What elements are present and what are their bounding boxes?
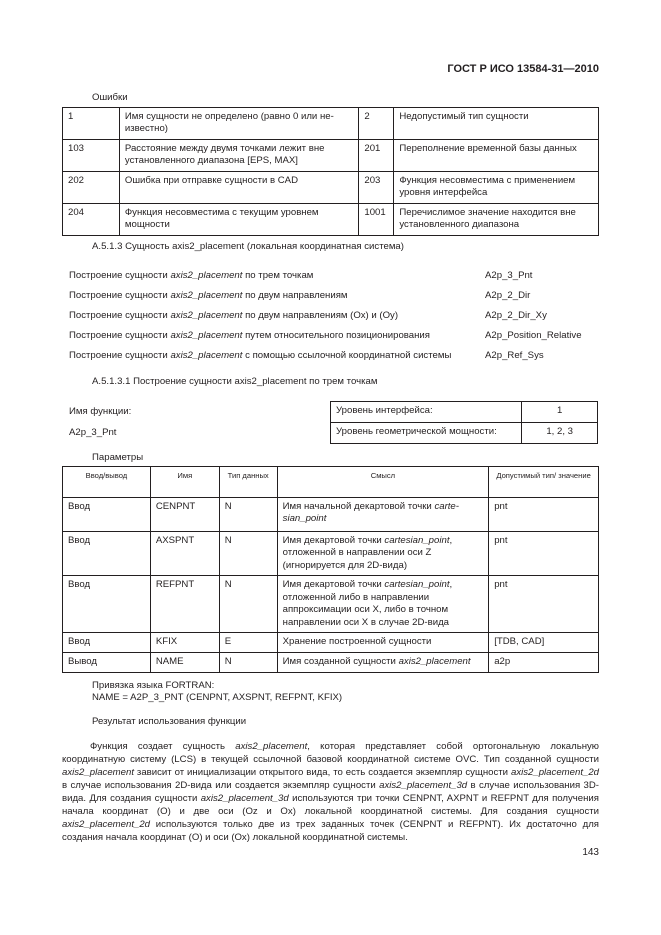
meaning-text: Имя начальной декартовой точки xyxy=(282,501,435,512)
column-header-allowed: Допустимый тип/ значение xyxy=(489,467,599,498)
param-name: NAME xyxy=(150,653,219,673)
params-title: Параметры xyxy=(92,452,144,463)
param-type: N xyxy=(219,498,277,532)
param-name: REFPNT xyxy=(150,576,219,633)
meaning-entity: carte-sian_point xyxy=(282,501,459,525)
param-name: AXSPNT xyxy=(150,532,219,576)
param-allowed: pnt xyxy=(489,576,599,633)
table-row xyxy=(63,108,599,140)
param-meaning xyxy=(277,576,489,633)
item-suffix: по двум направлениям xyxy=(242,290,348,301)
text-run: в случае использования 2D-вида или создается экземпляр сущности xyxy=(62,780,380,792)
item-prefix: Построение сущности xyxy=(69,290,171,301)
param-allowed: a2p xyxy=(489,653,599,673)
table-row xyxy=(63,532,599,576)
power-level-value: 1, 2, 3 xyxy=(522,423,598,444)
list-item xyxy=(69,290,599,302)
meaning-text: Имя декартовой точки xyxy=(282,579,385,591)
meaning-text-tail: , отложенной в направлении оси Z (игнорируется для 2D-вида) xyxy=(282,535,453,571)
error-code: 201 xyxy=(359,139,394,171)
param-name: CENPNT xyxy=(150,498,219,532)
param-meaning xyxy=(277,532,489,576)
item-suffix: с помощью ссылочной координатной системы xyxy=(242,350,452,361)
interface-level-label: Уровень интерфейса: xyxy=(331,402,522,423)
column-header-io: Ввод/вывод xyxy=(63,467,151,498)
text-run: используются только две из трех заданных точек (CENPNT и REFPNT). Их достаточно для создания начала координат (О) и оси (Ох) локальной координатной системы. xyxy=(62,819,599,844)
param-allowed: pnt xyxy=(489,498,599,532)
param-type: N xyxy=(219,576,277,633)
param-meaning xyxy=(277,498,489,532)
table-row xyxy=(63,633,599,653)
error-description: Недопустимый тип сущности xyxy=(394,108,599,140)
power-level-label: Уровень геометрической мощности: xyxy=(331,423,522,444)
column-header-type: Тип данных xyxy=(219,467,277,498)
item-prefix: Построение сущности xyxy=(69,310,171,321)
entity-run: axis2_placement_2d xyxy=(510,767,599,779)
error-code: 1001 xyxy=(359,203,394,235)
item-entity: axis2_placement xyxy=(170,290,243,301)
subsection-heading: А.5.1.3.1 Построение сущности axis2_placement по трем точкам xyxy=(92,376,378,387)
item-entity: axis2_placement xyxy=(170,350,243,361)
function-name-label: Имя функции: xyxy=(69,406,132,417)
item-entity: axis2_placement xyxy=(170,310,243,321)
function-code: A2p_2_Dir xyxy=(485,290,531,301)
list-item xyxy=(69,350,599,362)
table-row xyxy=(63,498,599,532)
entity-run: axis2_placement xyxy=(235,741,308,752)
table-row xyxy=(331,402,598,423)
meaning-text: Имя декартовой точки xyxy=(282,535,385,546)
list-item xyxy=(69,310,599,322)
function-code: A2p_3_Pnt xyxy=(485,270,533,281)
param-io: Ввод xyxy=(63,576,151,633)
param-io: Ввод xyxy=(63,498,151,532)
table-header-row xyxy=(63,467,599,498)
entity-run: axis2_placement xyxy=(62,767,134,779)
text-run: Функция создает сущность xyxy=(90,741,236,752)
item-entity: axis2_placement xyxy=(170,270,243,281)
table-row xyxy=(63,203,599,235)
entity-run: axis2_placement_3d xyxy=(200,793,289,805)
param-io: Ввод xyxy=(63,532,151,576)
param-meaning xyxy=(277,633,489,653)
param-type: N xyxy=(219,653,277,673)
error-code: 203 xyxy=(359,171,394,203)
param-meaning xyxy=(277,653,489,673)
section-heading: А.5.1.3 Сущность axis2_placement (локальная координатная система) xyxy=(92,241,404,252)
result-heading: Результат использования функции xyxy=(92,716,247,727)
meaning-text-tail: , отложенной либо в направлении аппроксимации оси X, либо в точном направлении оси X в случае 2D-вида xyxy=(282,579,453,628)
column-header-name: Имя xyxy=(150,467,219,498)
error-description: Ошибка при отправке сущности в CAD xyxy=(119,171,358,203)
list-item xyxy=(69,270,599,282)
error-description: Переполнение временной базы данных xyxy=(394,139,599,171)
function-code: A2p_2_Dir_Xy xyxy=(485,310,547,321)
param-type: N xyxy=(219,532,277,576)
meaning-entity: cartesian_point xyxy=(384,579,450,591)
constructions-list xyxy=(69,270,599,370)
param-type: E xyxy=(219,633,277,653)
error-description: Функция несовместима с применением уровня интерфейса xyxy=(394,171,599,203)
param-allowed: [TDB, CAD] xyxy=(489,633,599,653)
fortran-label: Привязка языка FORTRAN: xyxy=(92,680,215,691)
item-entity: axis2_placement xyxy=(170,330,243,341)
meaning-entity: axis2_placement xyxy=(398,656,471,668)
text-run: , которая представляет собой ортогональную локальную координатную систему (LCS) в текущей ссылочной базовой координатной системе OVC. Тип созданной сущности xyxy=(62,741,599,766)
table-row xyxy=(63,171,599,203)
table-row xyxy=(63,576,599,633)
error-code: 1 xyxy=(63,108,120,140)
function-name-value: A2p_3_Pnt xyxy=(69,427,117,438)
table-row xyxy=(63,653,599,673)
result-paragraph xyxy=(62,740,599,844)
error-description: Имя сущности не определено (равно 0 или не-известно) xyxy=(119,108,358,140)
column-header-meaning: Смысл xyxy=(277,467,489,498)
item-prefix: Построение сущности xyxy=(69,330,171,341)
page-number: 143 xyxy=(582,847,599,858)
error-description: Перечислимое значение находится вне установленного диапазона xyxy=(394,203,599,235)
text-run: зависит от инициализации открытого вида, то есть создается экземпляр сущности xyxy=(134,767,511,779)
function-code: A2p_Ref_Sys xyxy=(485,350,544,361)
standard-header: ГОСТ Р ИСО 13584-31—2010 xyxy=(447,63,599,75)
item-prefix: Построение сущности xyxy=(69,350,171,361)
param-io: Вывод xyxy=(63,653,151,673)
error-description: Функция несовместима с текущим уровнем мощности xyxy=(119,203,358,235)
error-code: 202 xyxy=(63,171,120,203)
result-text xyxy=(62,740,599,844)
item-suffix: по трем точкам xyxy=(242,270,314,281)
errors-table xyxy=(62,107,599,236)
function-levels-table xyxy=(330,401,598,444)
table-row xyxy=(63,139,599,171)
meaning-text: Имя созданной сущности xyxy=(282,656,399,668)
errors-title: Ошибки xyxy=(92,92,128,103)
error-description: Расстояние между двумя точками лежит вне установленного диапазона [EPS, MAX] xyxy=(119,139,358,171)
error-code: 103 xyxy=(63,139,120,171)
interface-level-value: 1 xyxy=(522,402,598,423)
entity-run: axis2_placement_2d xyxy=(62,819,151,831)
error-code: 204 xyxy=(63,203,120,235)
entity-run: axis2_placement_3d xyxy=(379,780,468,792)
params-table xyxy=(62,466,599,673)
item-suffix: по двум направлениям (Ох) и (Оу) xyxy=(242,310,399,321)
table-row xyxy=(331,423,598,444)
meaning-entity: cartesian_point xyxy=(384,535,450,546)
param-io: Ввод xyxy=(63,633,151,653)
text-run: используются три точки CENPNT, AXPNT и REFPNT для получения начала координат (О) и две оси (Oz и Ox) локальной координатной системы. Для создания сущности xyxy=(62,793,599,818)
text-run: в случае использования 3D-вида. Для создания сущности xyxy=(62,780,599,805)
item-prefix: Построение сущности xyxy=(69,270,171,281)
function-code: A2p_Position_Relative xyxy=(485,330,582,341)
meaning-text: Хранение построенной сущности xyxy=(282,636,432,648)
param-allowed: pnt xyxy=(489,532,599,576)
list-item xyxy=(69,330,599,342)
fortran-call: NAME = A2P_3_PNT (CENPNT, AXSPNT, REFPNT, KFIX) xyxy=(92,692,343,703)
error-code: 2 xyxy=(359,108,394,140)
param-name: KFIX xyxy=(150,633,219,653)
item-suffix: путем относительного позиционирования xyxy=(242,330,430,341)
